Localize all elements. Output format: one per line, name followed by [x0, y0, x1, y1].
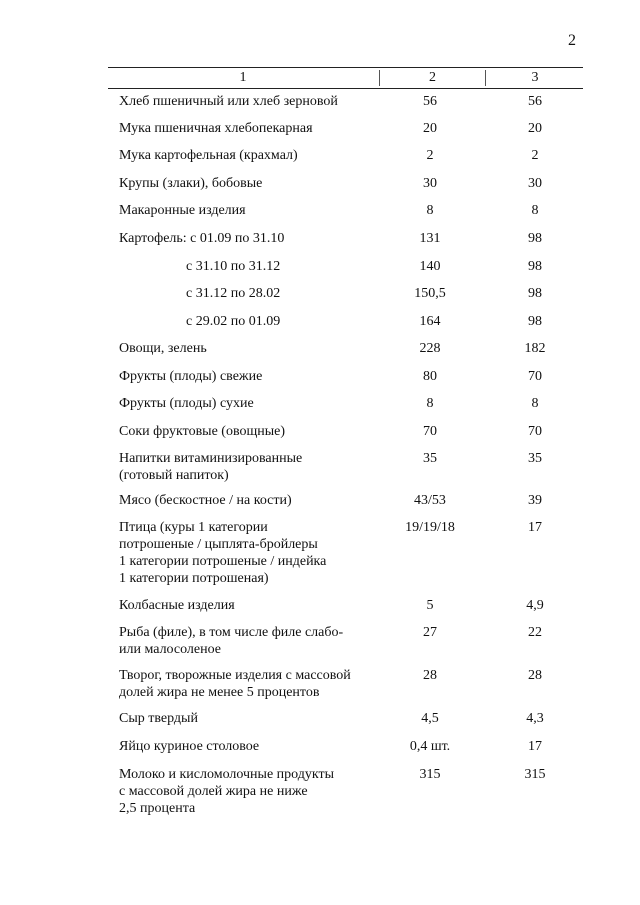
- header-col-3: 3: [485, 70, 584, 86]
- value-col-3: 8: [531, 203, 539, 218]
- value-col-2: 19/19/18: [405, 520, 455, 535]
- product-name: Колбасные изделия: [119, 598, 235, 613]
- product-name: Сыр твердый: [119, 711, 198, 726]
- product-name: Крупы (злаки), бобовые: [119, 176, 263, 191]
- value-col-3: 182: [524, 341, 546, 356]
- product-name: с 31.10 по 31.12: [186, 259, 281, 274]
- value-col-2: 35: [423, 451, 437, 466]
- value-col-3: 2: [531, 148, 539, 163]
- product-name: Хлеб пшеничный или хлеб зерновой: [119, 94, 338, 109]
- value-col-2: 43/53: [414, 493, 446, 508]
- value-col-2: 70: [423, 424, 437, 439]
- product-name: Молоко и кисломолочные продукты с массовой долей жира не ниже 2,5 процента: [119, 767, 335, 816]
- value-col-3: 98: [528, 231, 542, 246]
- value-col-3: 17: [528, 739, 542, 754]
- product-name: Яйцо куриное столовое: [119, 739, 260, 754]
- value-col-3: 8: [531, 396, 539, 411]
- value-col-2: 0,4 шт.: [409, 739, 451, 754]
- header-col-1: 1: [239, 70, 247, 85]
- product-name: Фрукты (плоды) сухие: [119, 396, 254, 411]
- value-col-3: 70: [528, 369, 542, 384]
- product-name: с 29.02 по 01.09: [186, 314, 281, 329]
- product-name: Рыба (филе), в том числе филе слабо- или малосоленое: [119, 625, 344, 657]
- product-name: Творог, творожные изделия с массовой долей жира не менее 5 процентов: [119, 668, 351, 700]
- value-col-2: 164: [419, 314, 441, 329]
- value-col-3: 35: [528, 451, 542, 466]
- value-col-2: 5: [426, 598, 434, 613]
- value-col-2: 28: [423, 668, 437, 683]
- product-name: Мука картофельная (крахмал): [119, 148, 298, 163]
- product-name: Мука пшеничная хлебопекарная: [119, 121, 313, 136]
- value-col-3: 20: [528, 121, 542, 136]
- value-col-3: 4,9: [526, 598, 544, 613]
- value-col-3: 22: [528, 625, 542, 640]
- value-col-2: 56: [423, 94, 437, 109]
- value-col-2: 2: [426, 148, 434, 163]
- product-name: Птица (куры 1 категории потрошеные / цыплята-бройлеры 1 категории потрошеные / индейка 1 категории потрошеная): [119, 520, 327, 586]
- product-name: Напитки витаминизированные (готовый напиток): [119, 451, 303, 483]
- value-col-2: 20: [423, 121, 437, 136]
- header-col-2: 2: [379, 70, 485, 86]
- product-name: Фрукты (плоды) свежие: [119, 369, 263, 384]
- value-col-2: 4,5: [421, 711, 439, 726]
- value-col-2: 27: [423, 625, 437, 640]
- value-col-2: 8: [426, 203, 434, 218]
- value-col-2: 80: [423, 369, 437, 384]
- product-name: Соки фруктовые (овощные): [119, 424, 286, 439]
- value-col-2: 228: [419, 341, 441, 356]
- value-col-3: 315: [524, 767, 546, 782]
- table-header: [108, 67, 583, 89]
- value-col-2: 140: [419, 259, 441, 274]
- value-col-3: 56: [528, 94, 542, 109]
- value-col-3: 17: [528, 520, 542, 535]
- value-col-2: 150,5: [414, 286, 446, 301]
- value-col-3: 98: [528, 286, 542, 301]
- value-col-2: 131: [419, 231, 441, 246]
- value-col-3: 28: [528, 668, 542, 683]
- value-col-3: 98: [528, 314, 542, 329]
- value-col-3: 70: [528, 424, 542, 439]
- value-col-2: 315: [419, 767, 441, 782]
- value-col-3: 4,3: [526, 711, 544, 726]
- value-col-3: 30: [528, 176, 542, 191]
- value-col-2: 30: [423, 176, 437, 191]
- value-col-3: 98: [528, 259, 542, 274]
- product-name: Овощи, зелень: [119, 341, 207, 356]
- product-name: Картофель: с 01.09 по 31.10: [119, 231, 285, 246]
- value-col-3: 39: [528, 493, 542, 508]
- product-name: Макаронные изделия: [119, 203, 246, 218]
- page-number: 2: [568, 32, 576, 49]
- product-name: с 31.12 по 28.02: [186, 286, 281, 301]
- product-name: Мясо (бескостное / на кости): [119, 493, 292, 508]
- value-col-2: 8: [426, 396, 434, 411]
